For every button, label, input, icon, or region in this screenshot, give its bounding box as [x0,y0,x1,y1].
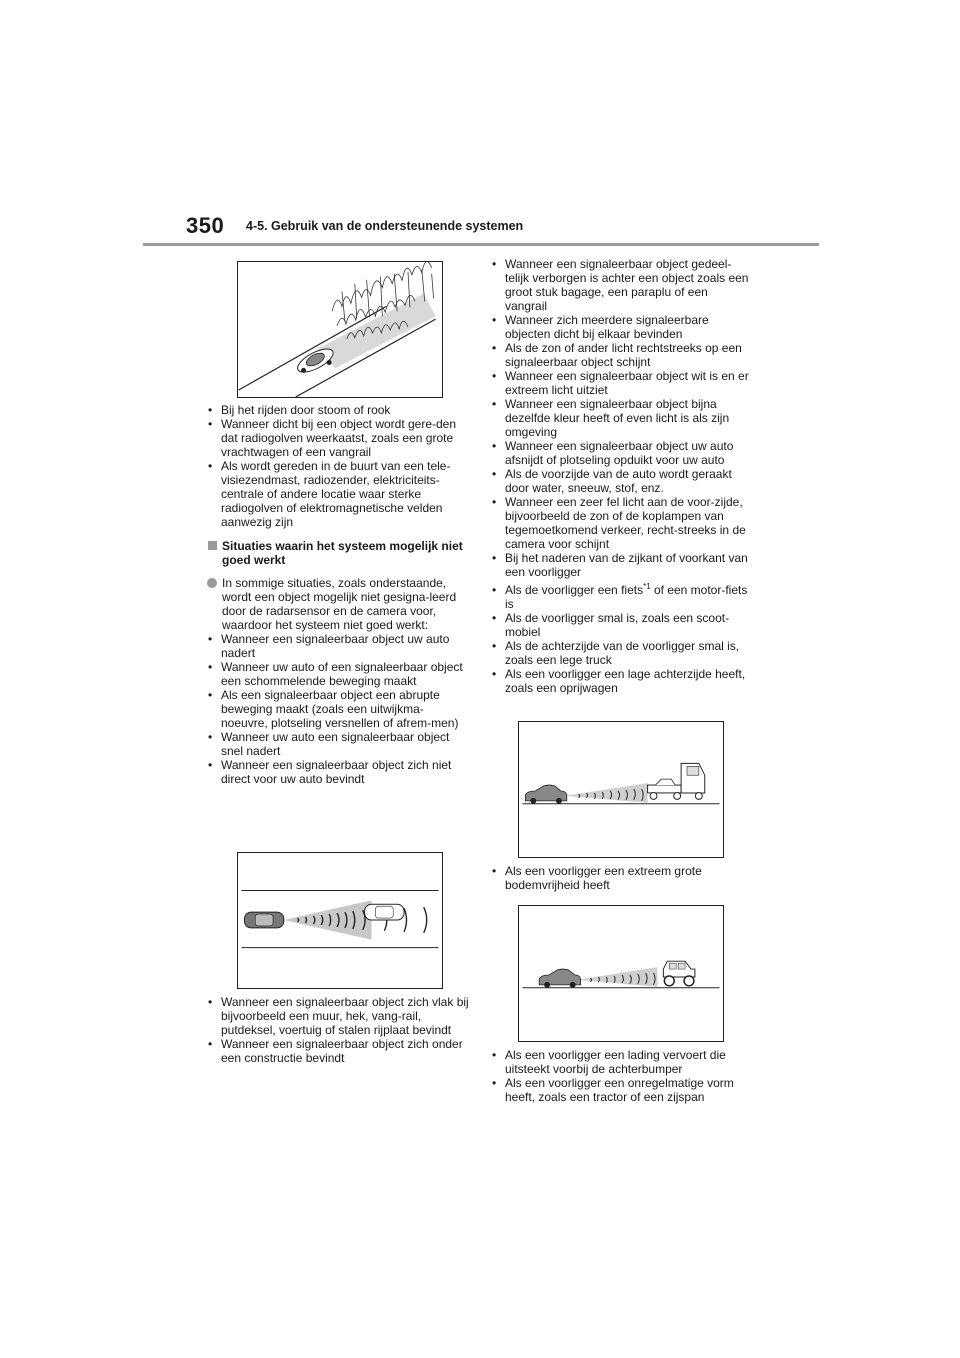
list-item: • Als een voorligger een extreem grote bodemvrijheid heeft [491,864,753,892]
subsection-heading [207,539,469,567]
left-top-bullet-list [207,403,469,529]
car-icon [525,785,566,804]
left-bottom-text [207,995,469,1065]
gray-circle-icon [207,578,217,588]
list-item: • Wanneer uw auto een signaleerbaar object snel nadert [207,730,469,758]
car-icon [539,969,580,988]
gray-square-icon [208,541,217,550]
list-item: • Als de zon of ander licht rechtstreeks op een signaleerbaar object schijnt [491,341,753,369]
page-number: 350 [186,213,225,238]
illustration-offset-object [237,852,443,989]
list-item: • Als wordt gereden in de buurt van een tele-visiezendmast, radiozender, elektriciteits-centrale of andere locatie waar sterke radiogolven of elektromagnetische velden aanwezig zijn [207,459,469,529]
list-item: • Wanneer een signaleerbaar object uw auto afsnijdt of plotseling opduikt voor uw auto [491,439,753,467]
footnote-marker: *1 [643,582,651,591]
right-bottom-text [491,1048,753,1104]
left-middle-bullet-list [207,632,469,786]
offset-object-drawing [238,853,442,988]
list-item: • Wanneer dicht bij een object wordt gere-den dat radiogolven weerkaatst, zoals een grote vrachtwagen of een vangrail [207,417,469,459]
bicycle-text-before: Als de voorligger een fiets [505,583,644,597]
list-item: • Wanneer een signaleerbaar object zich onder een constructie bevindt [207,1037,469,1065]
right-top-bullet-list [491,257,753,695]
car-icon [244,912,283,928]
right-bottom-bullet-list [491,1048,753,1104]
right-top-text [491,257,753,695]
list-item: • Als de achterzijde van de voorligger smal is, zoals een lege truck [491,639,753,667]
list-item: • Wanneer een signaleerbaar object zich vlak bij bijvoorbeeld een muur, hek, vang-rail, putdeksel, voertuig of stalen rijplaat bevindt [207,995,469,1037]
intro-paragraph [207,576,469,632]
section-title: 4-5. Gebruik van de ondersteunende systemen [246,219,524,233]
header-divider [143,243,819,246]
list-item: • Bij het naderen van de zijkant of voorkant van een voorligger [491,551,753,579]
low-rear-truck-drawing [519,722,723,857]
right-middle-text [491,864,753,892]
steam-smoke-drawing [238,262,442,397]
list-item: • Wanneer uw auto of een signaleerbaar object een schommelende beweging maakt [207,660,469,688]
list-item: • Bij het rijden door stoom of rook [207,403,469,417]
suv-icon [663,961,695,986]
list-item-bicycle [491,583,753,611]
illustration-high-clearance [518,905,724,1042]
list-item: • Wanneer een signaleerbaar object gedeel-telijk verborgen is achter een object zoals een groot stuk bagage, een paraplu of een vangrail [491,257,753,313]
list-item: • Wanneer zich meerdere signaleerbare objecten dicht bij elkaar bevinden [491,313,753,341]
motorcycle-icon [365,904,404,920]
list-item: • Wanneer een signaleerbaar object bijna dezelfde kleur heeft of even licht is als zijn omgeving [491,397,753,439]
right-middle-bullet-list [491,864,753,892]
illustration-low-rear-truck [518,721,724,858]
illustration-steam-smoke [237,261,443,398]
high-clearance-drawing [519,906,723,1041]
list-item: • Als een voorligger een lading vervoert die uitsteekt voorbij de achterbumper [491,1048,753,1076]
left-top-text [207,403,469,786]
truck-icon [648,763,705,799]
subsection-heading-text: Situaties waarin het systeem mogelijk niet goed werkt [222,539,463,567]
bicycle-text-after: of een motor-fiets is [505,583,748,611]
list-item: • Wanneer een signaleerbaar object zich niet direct voor uw auto bevindt [207,758,469,786]
list-item: • Wanneer een zeer fel licht aan de voor-zijde, bijvoorbeeld de zon of de koplampen van tegemoetkomend verkeer, recht-streeks in de camera voor schijnt [491,495,753,551]
list-item: • Als een voorligger een onregelmatige vorm heeft, zoals een tractor of een zijspan [491,1076,753,1104]
list-item: • Als een voorligger een lage achterzijde heeft, zoals een oprijwagen [491,667,753,695]
list-item: • Als een signaleerbaar object een abrupte beweging maakt (zoals een uitwijkma-noeuvre, plotseling versnellen of afrem-men) [207,688,469,730]
list-item: • Als de voorzijde van de auto wordt geraakt door water, sneeuw, stof, enz. [491,467,753,495]
left-bottom-bullet-list [207,995,469,1065]
car-icon [294,344,336,376]
intro-text: In sommige situaties, zoals onderstaande, wordt een object mogelijk niet gesigna-leerd door de radarsensor en de camera voor, waardoor het systeem niet goed werkt: [222,576,457,632]
list-item: • Wanneer een signaleerbaar object uw auto nadert [207,632,469,660]
list-item: • Als de voorligger smal is, zoals een scoot-mobiel [491,611,753,639]
list-item: • Wanneer een signaleerbaar object wit is en er extreem licht uitziet [491,369,753,397]
